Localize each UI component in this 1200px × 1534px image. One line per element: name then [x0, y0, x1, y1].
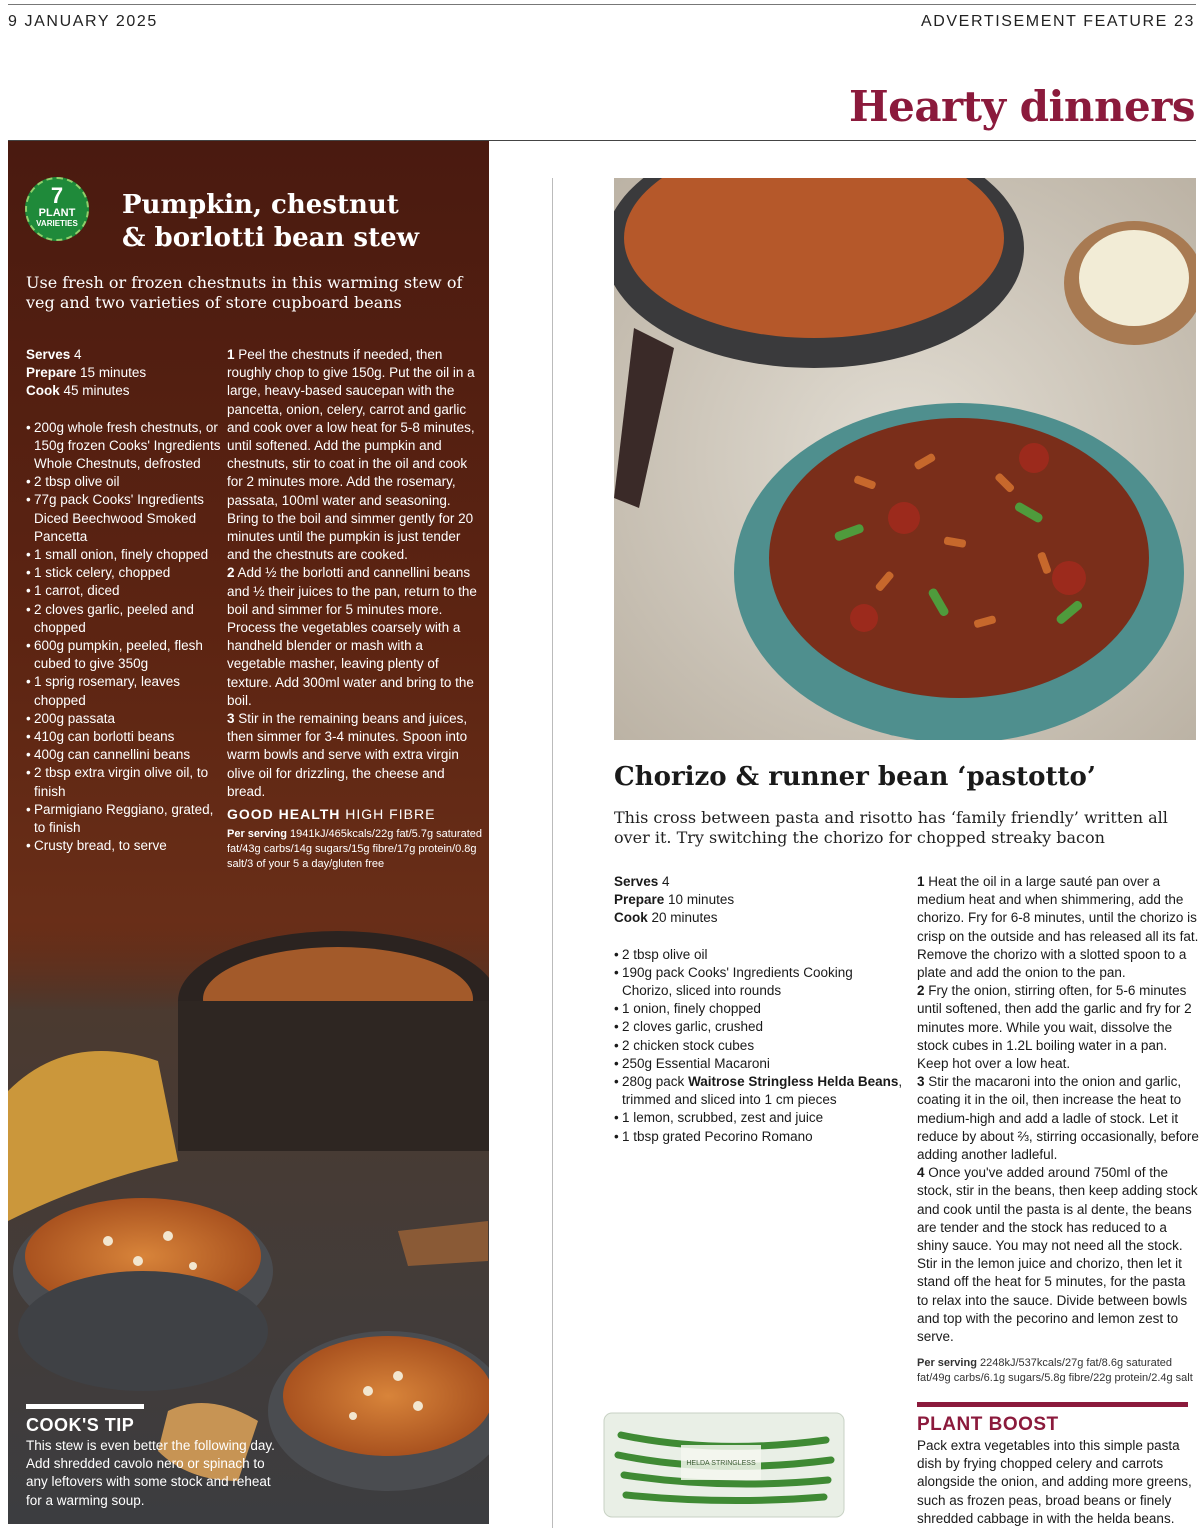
recipe-title: Chorizo & runner bean ‘pastotto’	[614, 762, 1096, 792]
helda-beans-pack-photo	[596, 1405, 854, 1523]
ingredient-item: • 2 tbsp extra virgin olive oil, to finish	[26, 764, 221, 800]
cook-line: Cook 20 minutes	[614, 910, 718, 926]
ingredient-item: • 1 small onion, finely chopped	[26, 546, 221, 564]
ingredient-item: • 600g pumpkin, peeled, flesh cubed to give 350g	[26, 637, 221, 673]
good-health-label: GOOD HEALTH HIGH FIBRE	[227, 806, 436, 823]
ingredient-item: • 410g can borlotti beans	[26, 728, 221, 746]
method-column	[917, 873, 1199, 1386]
pumpkin-stew-panel	[8, 141, 489, 1524]
method-step: 1 Heat the oil in a large sauté pan over a medium heat and when shimmering, add the chorizo. Fry for 6-8 minutes, until the chorizo is crisp on the outside and has released all its fat. Remove the chorizo with a slotted spoon to a plate and add the onion to the pan.	[917, 874, 1199, 981]
method-step: 1 Peel the chestnuts if needed, then roughly chop to give 150g. Put the oil in a large, heavy-based saucepan with the pancetta, onion, celery, carrot and garlic and cook over a low heat for 5-8 minutes, until softened. Add the pumpkin and chestnuts, stir to coat in the oil and cook for 2 minutes more. Add the rosemary, passata, 100ml water and seasoning. Bring to the boil and simmer gently for 20 minutes until the pumpkin is just tender and the chestnuts are cooked.	[227, 347, 475, 563]
recipe-meta	[614, 873, 904, 928]
method-step: 3 Stir in the remaining beans and juices, then simmer for 3-4 minutes. Spoon into warm bowls and serve with extra virgin olive oil for drizzling, the cheese and bread.	[227, 711, 468, 799]
ingredient-item: • 1 carrot, diced	[26, 582, 221, 600]
ingredient-item: • 77g pack Cooks' Ingredients Diced Beechwood Smoked Pancetta	[26, 491, 221, 546]
ingredient-item: • 2 tbsp olive oil	[614, 946, 904, 964]
method-column	[227, 346, 482, 872]
cooks-tip-text: This stew is even better the following day. Add shredded cavolo nero or spinach to any leftovers with some stock and reheat for a warming soup.	[26, 1438, 275, 1508]
recipe-title	[122, 189, 482, 255]
nutrition-info: Per serving 1941kJ/465kcals/22g fat/5.7g saturated fat/43g carbs/14g sugars/15g fibre/17g protein/0.8g salt/3 of your 5 a day/gluten free	[227, 828, 482, 871]
recipe-title-line1: Pumpkin, chestnut	[122, 190, 399, 220]
ingredient-item: • 2 chicken stock cubes	[614, 1037, 904, 1055]
ingredients-column	[614, 873, 904, 1146]
nutrition-info: Per serving 2248kJ/537kcals/27g fat/8.6g saturated fat/49g carbs/6.1g sugars/5.8g fibre/22g protein/2.4g salt	[917, 1357, 1193, 1385]
recipe-intro: Use fresh or frozen chestnuts in this warming stew of veg and two varieties of store cupboard beans	[26, 273, 463, 312]
serves-line: Serves 4	[26, 347, 82, 362]
method-step: 2 Fry the onion, stirring often, for 5-6 minutes until softened, then add the garlic and fry for 2 minutes more. While you wait, dissolve the stock cubes in 1.2L boiling water in a pan. Keep hot over a low heat.	[917, 983, 1192, 1072]
ingredient-item: • 1 lemon, scrubbed, zest and juice	[614, 1109, 904, 1127]
plant-boost-text: Pack extra vegetables into this simple pasta dish by frying chopped celery and carrots alongside the onion, and adding more greens, such as frozen peas, broad beans or finely shredded cabbage in with the helda beans.	[917, 1438, 1192, 1526]
ingredient-item: • 190g pack Cooks' Ingredients Cooking Chorizo, sliced into rounds	[614, 964, 904, 1000]
cooks-tip-heading: COOK'S TIP	[26, 1415, 135, 1435]
badge-number: 7	[50, 183, 64, 208]
ingredient-item: • 1 sprig rosemary, leaves chopped	[26, 673, 221, 709]
ingredient-item: • 2 tbsp olive oil	[26, 473, 221, 491]
ingredients-column	[26, 346, 221, 855]
top-rule	[8, 4, 1196, 5]
section-title: Hearty dinners	[848, 82, 1195, 131]
ingredient-item: • 200g whole fresh chestnuts, or 150g frozen Cooks' Ingredients Whole Chestnuts, defrosted	[26, 419, 221, 474]
ingredients-list	[26, 419, 221, 856]
cooks-tip-rule	[26, 1404, 144, 1409]
pastotto-photo	[614, 178, 1196, 740]
serves-line: Serves 4	[614, 874, 670, 889]
badge-line2: VARIETIES	[36, 219, 78, 228]
plant-boost-heading: PLANT BOOST	[917, 1414, 1059, 1435]
issue-date: 9 JANUARY 2025	[8, 13, 158, 30]
prepare-line: Prepare 10 minutes	[614, 892, 735, 908]
badge-line1: PLANT	[38, 207, 76, 219]
ingredient-item: • 1 tbsp grated Pecorino Romano	[614, 1128, 904, 1146]
recipe-title-line2: & borlotti bean stew	[122, 223, 420, 253]
method-steps	[227, 346, 482, 801]
prepare-line: Prepare 15 minutes	[26, 365, 147, 381]
ingredient-item: • 250g Essential Macaroni	[614, 1055, 904, 1073]
ingredient-item: • 200g passata	[26, 710, 221, 728]
pack-label: HELDA STRINGLESS	[686, 1460, 756, 1467]
method-steps	[917, 873, 1199, 1346]
method-step: 3 Stir the macaroni into the onion and garlic, coating it in the oil, then increase the heat to medium-high and add a ladle of stock. Let it reduce by about ⅔, stirring occasionally, before adding another ladleful.	[917, 1074, 1199, 1163]
method-step: 4 Once you've added around 750ml of the stock, stir in the beans, then keep adding stock and cook until the pasta is al dente, the beans are tender and the stock has reduced to a shiny sauce. You may not need all the stock. Stir in the lemon juice and chorizo, then let it stand off the heat for 5 minutes, for the pasta to relax into the sauce. Divide between bowls and top with the pecorino and lemon zest to serve.	[917, 1165, 1198, 1345]
ingredient-item: • 1 stick celery, chopped	[26, 564, 221, 582]
plant-varieties-badge	[25, 177, 89, 241]
ingredient-item: • Crusty bread, to serve	[26, 837, 221, 855]
ingredient-item: • 400g can cannellini beans	[26, 746, 221, 764]
ingredient-item: • 2 cloves garlic, crushed	[614, 1018, 904, 1036]
column-divider	[552, 178, 553, 1528]
recipe-meta	[26, 346, 221, 401]
ingredients-list	[614, 946, 904, 1146]
ingredient-item: • 280g pack Waitrose Stringless Helda Beans, trimmed and sliced into 1 cm pieces	[614, 1073, 904, 1109]
cook-line: Cook 45 minutes	[26, 383, 130, 399]
method-step: 2 Add ½ the borlotti and cannellini beans and ½ their juices to the pan, return to the boil and simmer for 5 minutes more. Process the vegetables coarsely with a handheld blender or mash with a vegetable masher, leaving plenty of texture. Add 300ml water and bring to the boil.	[227, 565, 477, 708]
ingredient-item: • 1 onion, finely chopped	[614, 1000, 904, 1018]
page-feature-label: ADVERTISEMENT FEATURE 23	[920, 13, 1195, 30]
recipe-intro: This cross between pasta and risotto has ‘family friendly’ written all over it. Try switching the chorizo for chopped streaky bacon	[614, 808, 1168, 847]
plant-boost-rule	[917, 1402, 1188, 1407]
ingredient-item: • Parmigiano Reggiano, grated, to finish	[26, 801, 221, 837]
ingredient-item: • 2 cloves garlic, peeled and chopped	[26, 601, 221, 637]
